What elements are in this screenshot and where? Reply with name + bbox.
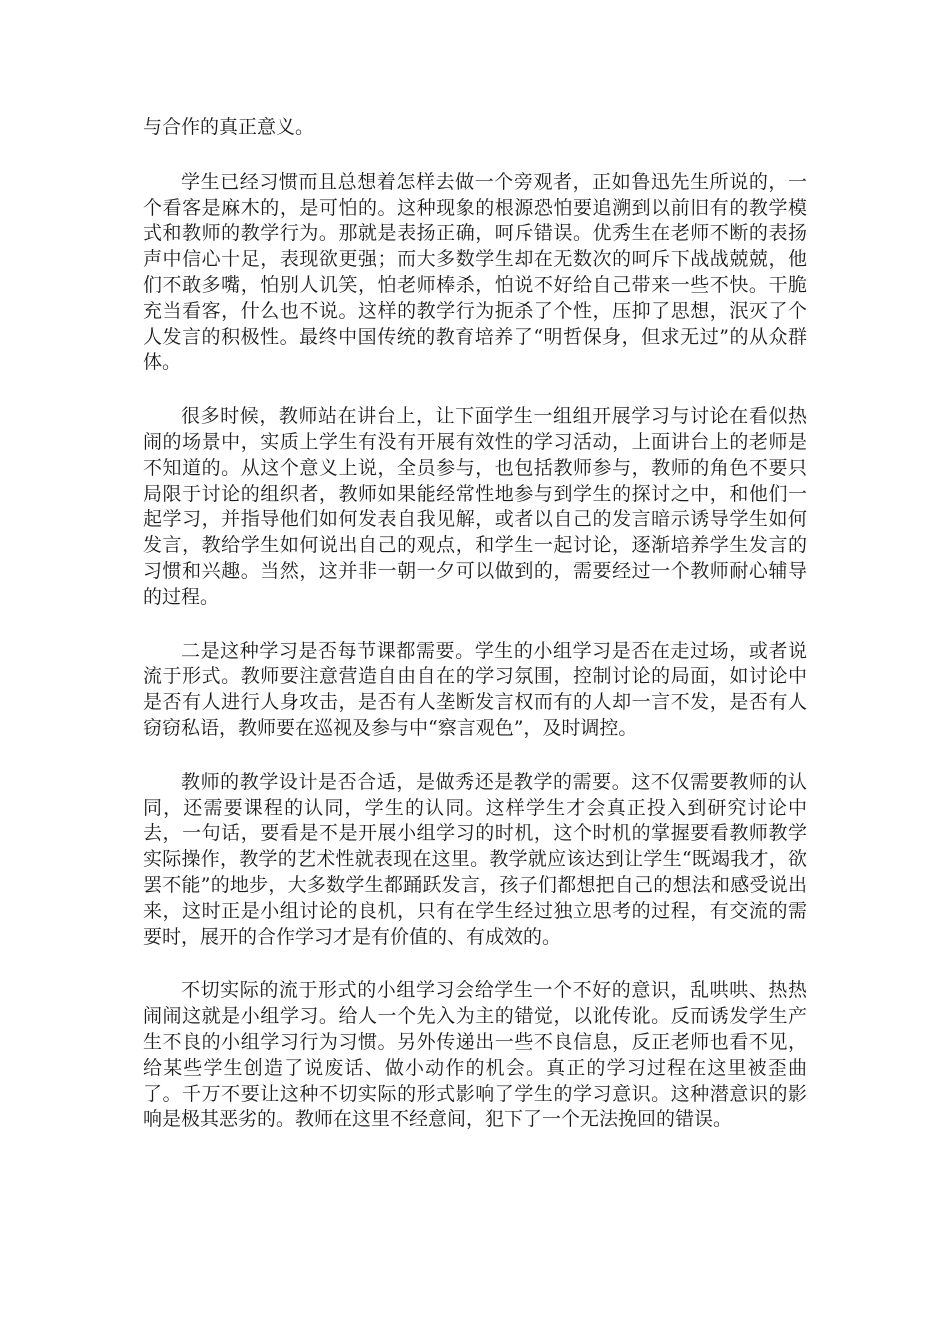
paragraph-teacher-participation: 很多时候，教师站在讲台上，让下面学生一组组开展学习与讨论在看似热闹的场景中，实质上学生有没有开展有效性的学习活动，上面讲台上的老师是不知道的。从这个意义上说，全员参与，也包括教师参与，教师的角色不要只局限于讨论的组织者，教师如果能经常性地参与到学生的探讨之中，和他们一起学习，并指导他们如何发表自我见解，或者以自己的发言暗示诱导学生如何发言，教给学生如何说出自己的观点，和学生一起讨论，逐渐培养学生发言的习惯和兴趣。当然，这并非一朝一夕可以做到的，需要经过一个教师耐心辅导的过程。 (143, 405, 807, 608)
paragraph-formalism: 不切实际的流于形式的小组学习会给学生一个不好的意识，乱哄哄、热热闹闹这就是小组学习。给人一个先入为主的错觉，以讹传讹。反而诱发学生产生不良的小组学习行为习惯。另外传递出一些不良信息，反正老师也看不见，给某些学生创造了说废话、做小动作的机会。真正的学习过程在这里被歪曲了。千万不要让这种不切实际的形式影响了学生的学习意识。这种潜意识的影响是极其恶劣的。教师在这里不经意间，犯下了一个无法挽回的错误。 (143, 979, 807, 1131)
paragraph-teaching-design: 教师的教学设计是否合适，是做秀还是教学的需要。这不仅需要教师的认同，还需要课程的认同，学生的认同。这样学生才会真正投入到研究讨论中去，一句话，要看是不是开展小组学习的时机，这个时机的掌握要看教师教学实际操作，教学的艺术性就表现在这里。教学就应该达到让学生“既竭我才，欲罢不能”的地步，大多数学生都踊跃发言，孩子们都想把自己的想法和感受说出来，这时正是小组讨论的良机，只有在学生经过独立思考的过程，有交流的需要时，展开的合作学习才是有价值的、有成效的。 (143, 770, 807, 948)
document-body (143, 115, 807, 1161)
paragraph-every-lesson: 二是这种学习是否每节课都需要。学生的小组学习是否在走过场，或者说流于形式。教师要注意营造自由自在的学习氛围，控制讨论的局面，如讨论中是否有人进行人身攻击，是否有人垄断发言权而有的人却一言不发，是否有人窃窃私语，教师要在巡视及参与中“察言观色”，及时调控。 (143, 639, 807, 739)
paragraph-continuation: 与合作的真正意义。 (143, 116, 315, 138)
paragraph-bystander: 学生已经习惯而且总想着怎样去做一个旁观者，正如鲁迅先生所说的，一个看客是麻木的，是可怕的。这种现象的根源恐怕要追溯到以前旧有的教学模式和教师的教学行为。那就是表扬正确，呵斥错误。优秀生在老师不断的表扬声中信心十足，表现欲更强；而大多数学生却在无数次的呵斥下战战兢兢，他们不敢多嘴，怕别人讥笑，怕老师棒杀，怕说不好给自己带来一些不快。干脆充当看客，什么也不说。这样的教学行为扼杀了个性，压抑了思想，泯灭了个人发言的积极性。最终中国传统的教育培养了“明哲保身，但求无过”的从众群体。 (143, 170, 807, 374)
